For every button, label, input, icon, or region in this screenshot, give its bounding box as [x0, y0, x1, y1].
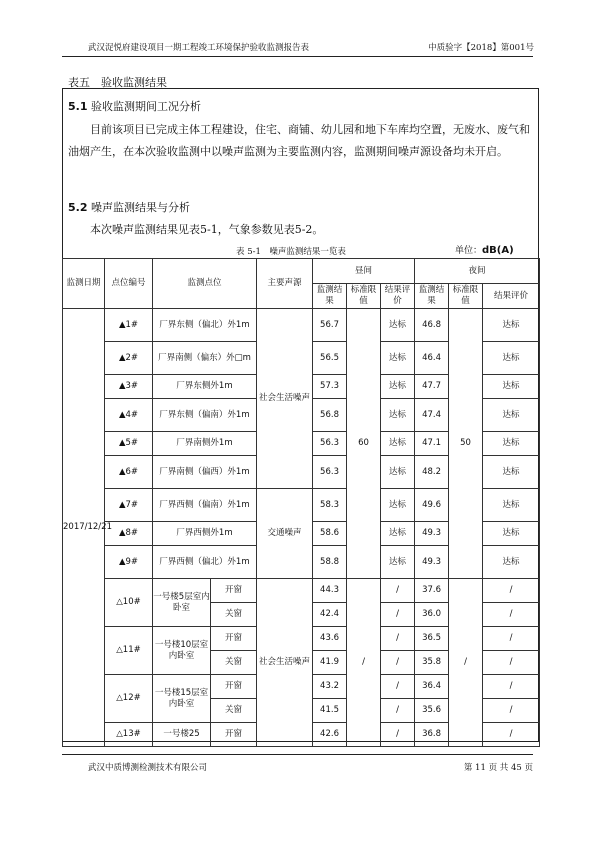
cell-location: 一号楼25: [153, 723, 211, 747]
unit-label: 单位：: [455, 246, 483, 256]
cell-location: 厂界东侧（偏北）外1m: [153, 309, 257, 342]
cell-code: △12#: [105, 675, 153, 723]
cell-day-eval: 达标: [381, 489, 415, 522]
cell-day-eval: /: [381, 627, 415, 651]
cell-day-eval: /: [381, 675, 415, 699]
cell-day-eval: /: [381, 723, 415, 747]
header-rule: [62, 56, 533, 57]
cell-location: 厂界东侧外1m: [153, 375, 257, 399]
th-night-limit: 标准限值: [449, 284, 483, 309]
cell-code: △11#: [105, 627, 153, 675]
th-date: 监测日期: [63, 259, 105, 309]
cell-window: 开窗: [211, 627, 257, 651]
heading-5-2-title: 噪声监测结果与分析: [91, 201, 190, 214]
cell-day-result: 56.8: [313, 399, 347, 432]
cell-night-eval: /: [483, 723, 540, 747]
cell-night-result: 47.4: [415, 399, 449, 432]
cell-night-eval: /: [483, 603, 540, 627]
cell-day-result: 41.5: [313, 699, 347, 723]
cell-night-result: 49.3: [415, 522, 449, 546]
cell-code: ▲4#: [105, 399, 153, 432]
cell-night-result: 46.8: [415, 309, 449, 342]
cell-night-eval: 达标: [483, 456, 540, 489]
heading-5-1-title: 验收监测期间工况分析: [91, 100, 201, 113]
cell-source-social-indoor: 社会生活噪声: [257, 579, 313, 747]
cell-day-result: 42.4: [313, 603, 347, 627]
cell-day-result: 57.3: [313, 375, 347, 399]
cell-night-eval: 达标: [483, 309, 540, 342]
cell-day-result: 58.8: [313, 546, 347, 579]
cell-day-eval: /: [381, 579, 415, 603]
heading-5-2-number: 5.2: [68, 201, 88, 214]
table-row: [63, 309, 540, 342]
th-day-result: 监测结果: [313, 284, 347, 309]
cell-day-result: 56.5: [313, 342, 347, 375]
heading-5-1: [68, 98, 201, 114]
th-source: 主要声源: [257, 259, 313, 309]
cell-night-limit-indoor: /: [449, 579, 483, 747]
cell-code: △10#: [105, 579, 153, 627]
cell-day-eval: 达标: [381, 309, 415, 342]
cell-location: 厂界南侧（偏东）外□m: [153, 342, 257, 375]
cell-day-result: 58.6: [313, 522, 347, 546]
th-night-result: 监测结果: [415, 284, 449, 309]
cell-day-eval: 达标: [381, 522, 415, 546]
cell-day-eval: 达标: [381, 399, 415, 432]
cell-day-eval: 达标: [381, 456, 415, 489]
cell-window: 关窗: [211, 699, 257, 723]
cell-code: ▲5#: [105, 432, 153, 456]
cell-night-result: 46.4: [415, 342, 449, 375]
cell-code: ▲7#: [105, 489, 153, 522]
th-day-limit: 标准限值: [347, 284, 381, 309]
footer-page-number: 第 11 页 共 45 页: [463, 763, 533, 773]
cell-day-result: 56.3: [313, 456, 347, 489]
cell-code: ▲6#: [105, 456, 153, 489]
cell-code: ▲2#: [105, 342, 153, 375]
table-header-row-1: [63, 259, 540, 284]
cell-day-result: 43.6: [313, 627, 347, 651]
cell-day-result: 44.3: [313, 579, 347, 603]
cell-window: 关窗: [211, 603, 257, 627]
cell-source-social: 社会生活噪声: [257, 309, 313, 489]
cell-location: 厂界南侧外1m: [153, 432, 257, 456]
th-day-eval: 结果评价: [381, 284, 415, 309]
th-location: 监测点位: [153, 259, 257, 309]
cell-night-eval: /: [483, 699, 540, 723]
paragraph-5-2: 本次噪声监测结果见表5-1，气象参数见表5-2。: [90, 223, 324, 236]
cell-location: 厂界西侧外1m: [153, 522, 257, 546]
th-night: 夜间: [415, 259, 540, 284]
cell-day-eval: 达标: [381, 342, 415, 375]
header-doc-number: 中质验字【2018】第001号: [428, 43, 534, 53]
unit-value: dB(A): [482, 245, 514, 256]
cell-night-result: 35.6: [415, 699, 449, 723]
cell-night-result: 36.8: [415, 723, 449, 747]
cell-night-eval: 达标: [483, 432, 540, 456]
cell-location: 厂界东侧（偏南）外1m: [153, 399, 257, 432]
cell-night-eval: /: [483, 627, 540, 651]
cell-night-eval: 达标: [483, 522, 540, 546]
cell-day-eval: /: [381, 699, 415, 723]
cell-night-result: 37.6: [415, 579, 449, 603]
cell-night-eval: 达标: [483, 546, 540, 579]
cell-night-result: 47.7: [415, 375, 449, 399]
table-caption: 表 5-1 噪声监测结果一览表: [236, 247, 346, 257]
cell-source-traffic: 交通噪声: [257, 489, 313, 579]
cell-day-result: 58.3: [313, 489, 347, 522]
cell-window: 关窗: [211, 651, 257, 675]
table-unit: [455, 243, 514, 256]
cell-code: ▲3#: [105, 375, 153, 399]
cell-night-eval: 达标: [483, 342, 540, 375]
cell-day-result: 43.2: [313, 675, 347, 699]
cell-date: 2017/12/21: [63, 309, 105, 747]
cell-night-result: 49.6: [415, 489, 449, 522]
cell-day-eval: 达标: [381, 432, 415, 456]
footer-rule: [62, 754, 533, 755]
paragraph-5-1: 目前该项目已完成主体工程建设，住宅、商铺、幼儿园和地下车库均空置，无废水、废气和油烟产生，在本次验收监测中以噪声监测为主要监测内容，监测期间噪声源设备均未开启。: [68, 123, 530, 158]
cell-day-limit: 60: [347, 309, 381, 579]
cell-night-result: 36.5: [415, 627, 449, 651]
cell-day-eval: /: [381, 603, 415, 627]
header-title: 武汉浞悦府建设项目一期工程竣工环境保护验收监测报告表: [88, 43, 310, 53]
cell-day-eval: 达标: [381, 375, 415, 399]
cell-night-limit: 50: [449, 309, 483, 579]
heading-5-1-number: 5.1: [68, 100, 88, 113]
table-row: [63, 579, 540, 603]
cell-code: ▲9#: [105, 546, 153, 579]
th-day: 昼间: [313, 259, 415, 284]
footer-company: 武汉中质博测检测技术有限公司: [88, 763, 208, 773]
cell-night-result: 49.3: [415, 546, 449, 579]
cell-night-result: 48.2: [415, 456, 449, 489]
cell-location: 一号楼10层室内卧室: [153, 627, 211, 675]
cell-night-result: 36.4: [415, 675, 449, 699]
th-code: 点位编号: [105, 259, 153, 309]
cell-day-eval: 达标: [381, 546, 415, 579]
cell-night-eval: 达标: [483, 375, 540, 399]
th-night-eval: 结果评价: [483, 284, 540, 309]
cell-day-result: 56.3: [313, 432, 347, 456]
cell-location: 一号楼15层室内卧室: [153, 675, 211, 723]
cell-window: 开窗: [211, 675, 257, 699]
cell-location: 一号楼5层室内卧室: [153, 579, 211, 627]
cell-night-result: 35.8: [415, 651, 449, 675]
cell-night-result: 36.0: [415, 603, 449, 627]
cell-night-eval: /: [483, 675, 540, 699]
section-title: 表五 验收监测结果: [68, 76, 167, 89]
cell-location: 厂界南侧（偏西）外1m: [153, 456, 257, 489]
cell-day-result: 56.7: [313, 309, 347, 342]
cell-night-eval: 达标: [483, 489, 540, 522]
cell-window: 开窗: [211, 579, 257, 603]
cell-code: △13#: [105, 723, 153, 747]
cell-code: ▲1#: [105, 309, 153, 342]
cell-night-eval: 达标: [483, 399, 540, 432]
cell-window: 开窗: [211, 723, 257, 747]
cell-night-eval: /: [483, 579, 540, 603]
cell-day-result: 42.6: [313, 723, 347, 747]
cell-location: 厂界西侧（偏北）外1m: [153, 546, 257, 579]
noise-results-table: [62, 258, 540, 747]
heading-5-2: [68, 199, 190, 215]
cell-code: ▲8#: [105, 522, 153, 546]
cell-location: 厂界西侧（偏南）外1m: [153, 489, 257, 522]
cell-day-limit-indoor: /: [347, 579, 381, 747]
cell-day-eval: /: [381, 651, 415, 675]
cell-night-eval: /: [483, 651, 540, 675]
cell-day-result: 41.9: [313, 651, 347, 675]
cell-night-result: 47.1: [415, 432, 449, 456]
